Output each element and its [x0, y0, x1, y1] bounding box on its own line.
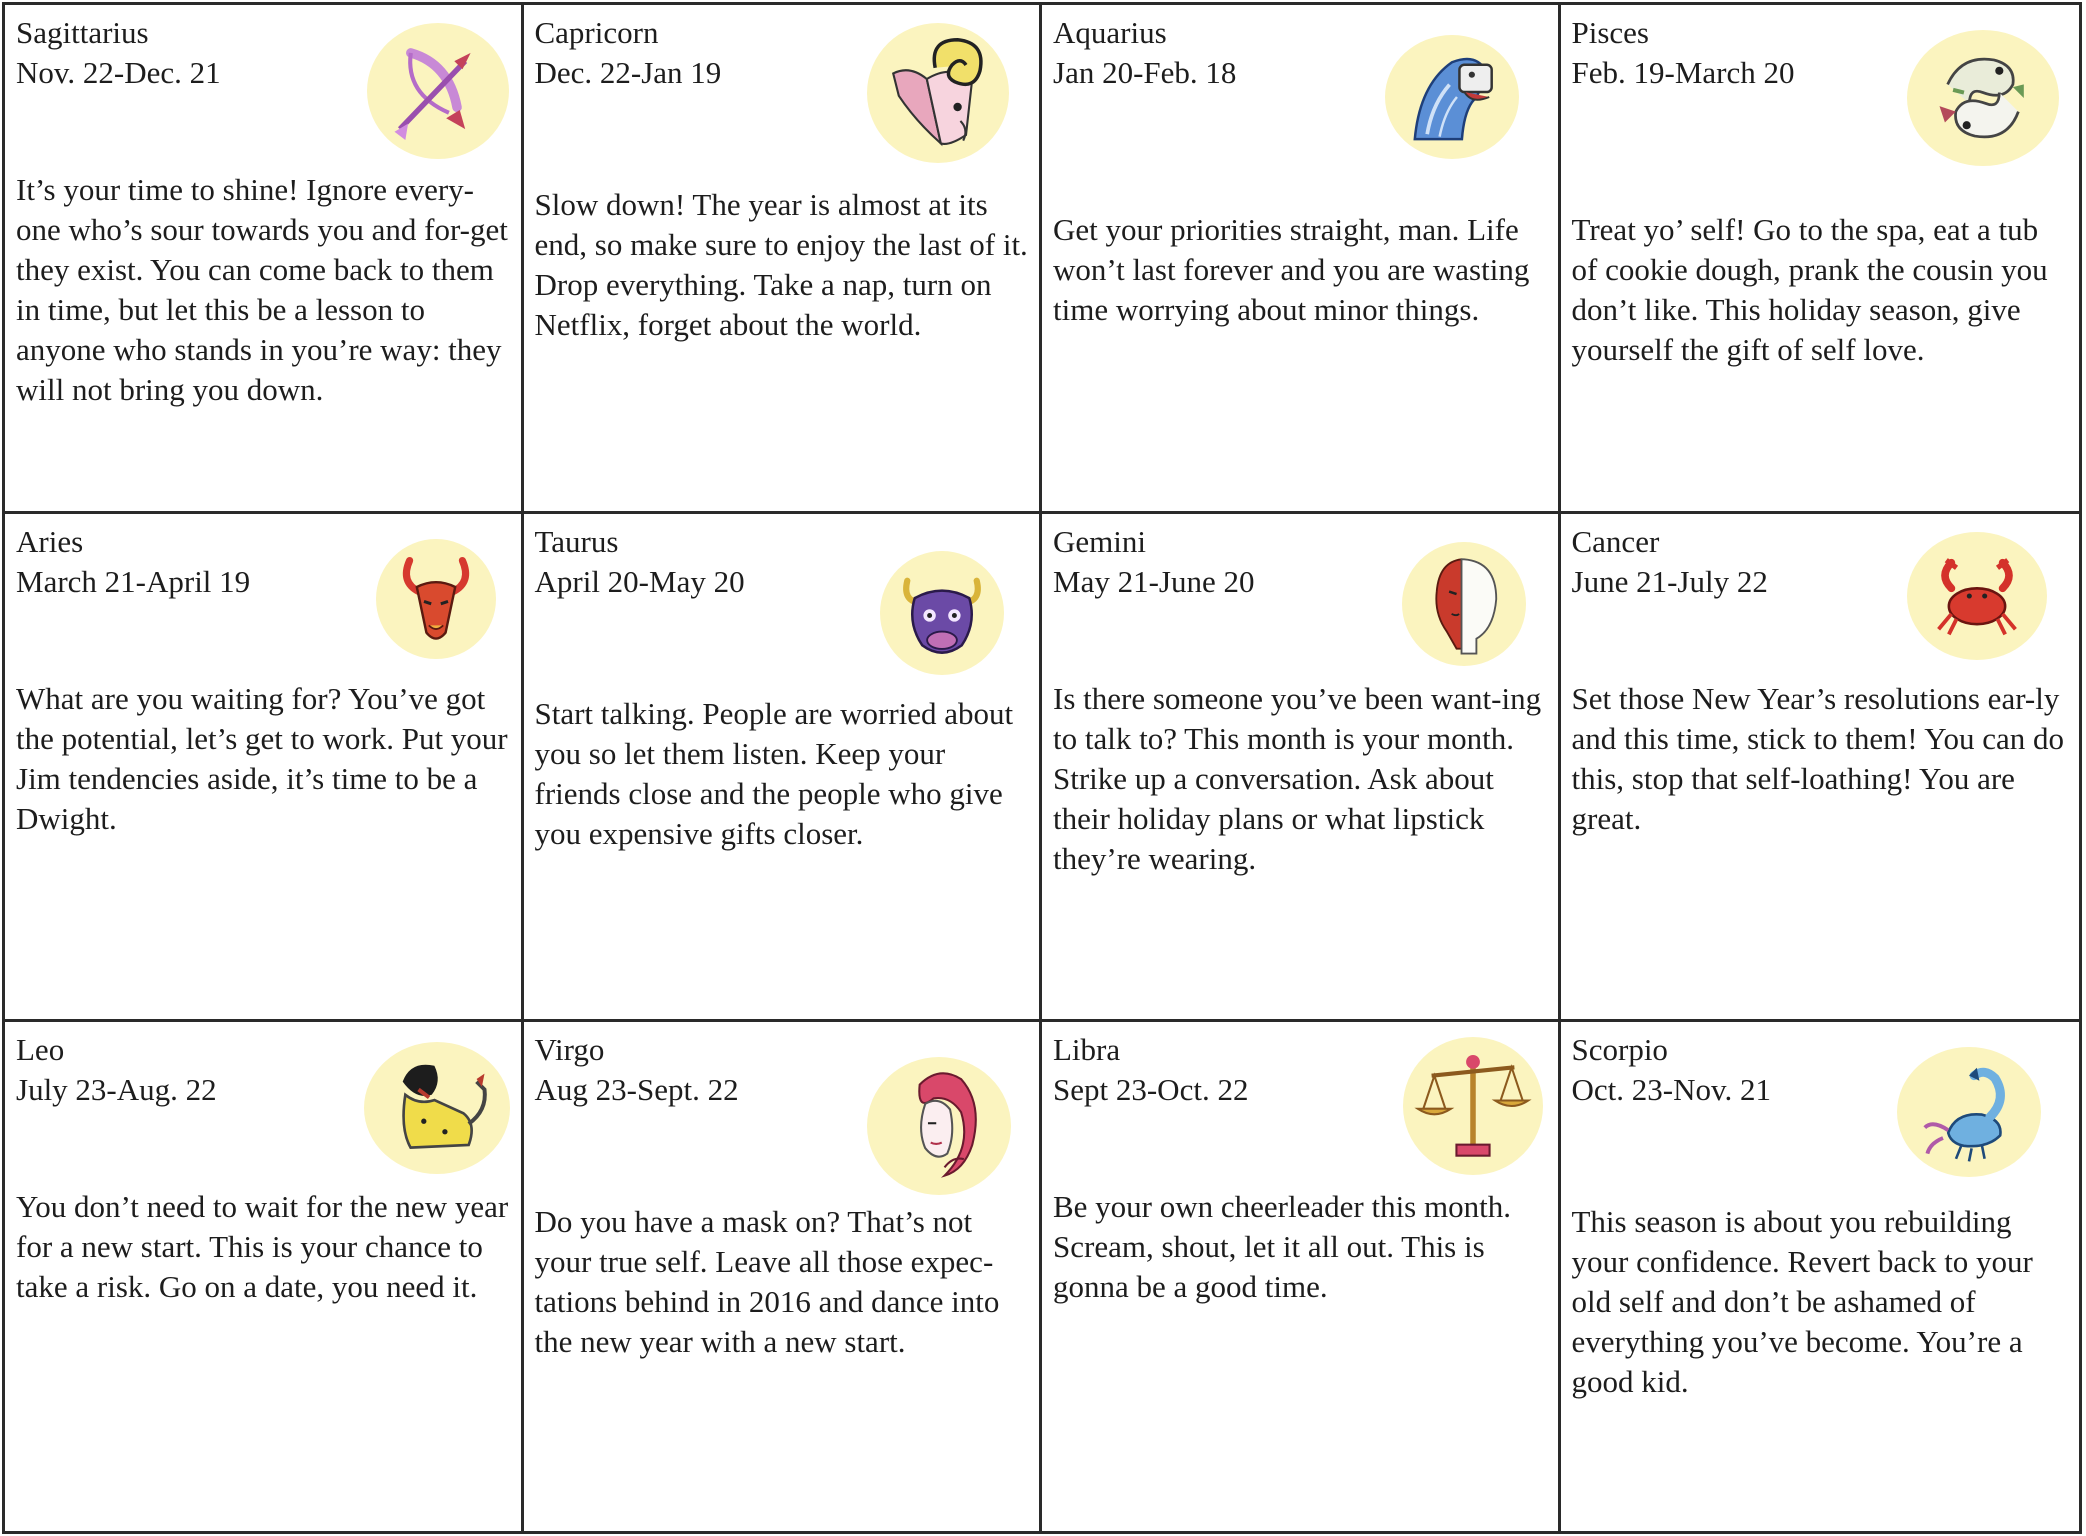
sign-dates: June 21-July 22	[1571, 563, 1768, 599]
sign-card-libra	[1042, 1022, 1561, 1531]
horoscope-text: What are you waiting for? You’ve got the potential, let’s get to work. Put your Jim tendencies aside, it’s time to be a Dwight.	[16, 680, 508, 836]
sign-name: Aries	[16, 523, 84, 559]
water-bearer-icon	[1385, 35, 1519, 159]
twin-faces-icon	[1402, 542, 1526, 666]
archer-bow-icon	[367, 23, 509, 159]
sign-dates: March 21-April 19	[16, 563, 251, 599]
sign-dates: Feb. 19-March 20	[1571, 55, 1795, 90]
sign-dates: Nov. 22-Dec. 21	[16, 55, 221, 90]
sign-dates: Jan 20-Feb. 18	[1053, 55, 1237, 90]
horoscope-text: Be your own cheerleader this month. Scream, shout, let it all out. This is gonna be a good time.	[1053, 1189, 1511, 1305]
sign-card-aquarius	[1042, 5, 1561, 514]
sign-name: Pisces	[1571, 15, 1649, 50]
sign-name: Sagittarius	[16, 15, 149, 50]
sign-card-capricorn	[524, 5, 1043, 514]
sign-card-gemini	[1042, 514, 1561, 1023]
sign-name: Libra	[1053, 1032, 1121, 1068]
sign-dates: Dec. 22-Jan 19	[534, 55, 722, 90]
sign-card-aries	[5, 514, 524, 1023]
horoscope-text: Treat yo’ self! Go to the spa, eat a tub of cookie dough, prank the cousin you don’t like. This holiday season, give yourself the gift of self love.	[1571, 212, 2048, 367]
sea-goat-icon	[867, 23, 1009, 163]
sign-dates: Sept 23-Oct. 22	[1053, 1072, 1249, 1108]
scorpion-icon	[1897, 1047, 2041, 1177]
sign-card-scorpio	[1561, 1022, 2080, 1531]
sign-dates: Oct. 23-Nov. 21	[1571, 1072, 1771, 1108]
scales-icon	[1403, 1037, 1543, 1175]
sign-name: Scorpio	[1571, 1032, 1668, 1068]
sign-card-cancer	[1561, 514, 2080, 1023]
horoscope-text: This season is about you rebuilding your confidence. Revert back to your old self and don’t be ashamed of everything you’ve become. You’re a good kid.	[1571, 1204, 2033, 1400]
horoscope-text: Start talking. People are worried about you so let them listen. Keep your friends close and the people who give you expensive gifts closer.	[534, 695, 1014, 851]
sign-card-pisces	[1561, 5, 2080, 514]
maiden-icon	[867, 1057, 1011, 1195]
sign-name: Virgo	[534, 1032, 605, 1068]
crab-icon	[1907, 532, 2047, 660]
lion-icon	[364, 1042, 510, 1174]
horoscope-text: You don’t need to wait for the new year for a new start. This is your chance to take a risk. Go on a date, you need it.	[16, 1189, 509, 1305]
horoscope-text: Do you have a mask on? That’s not your true self. Leave all those expec-tations behind in 2016 and dance into the new year with a new start.	[534, 1204, 1000, 1360]
horoscope-text: Get your priorities straight, man. Life won’t last forever and you are wasting time worrying about minor things.	[1053, 212, 1530, 327]
horoscope-text: Set those New Year’s resolutions ear-ly and this time, stick to them! You can do this, stop that self-loathing! You are great.	[1571, 680, 2065, 836]
sign-dates: July 23-Aug. 22	[16, 1072, 217, 1108]
horoscope-text: Is there someone you’ve been want-ing to talk to? This month is your month. Strike up a conversation. Ask about their holiday plans or what lipstick they’re wearing.	[1053, 680, 1542, 876]
sign-card-virgo	[524, 1022, 1043, 1531]
sign-name: Aquarius	[1053, 15, 1167, 50]
horoscope-text: Slow down! The year is almost at its end, so make sure to enjoy the last of it. Drop everything. Take a nap, turn on Netflix, forget about the world.	[534, 187, 1028, 342]
sign-name: Taurus	[534, 523, 619, 559]
sign-dates: April 20-May 20	[534, 563, 745, 599]
sign-card-leo	[5, 1022, 524, 1531]
sign-name: Capricorn	[534, 15, 659, 50]
horoscope-grid	[2, 2, 2082, 1534]
two-fish-icon	[1907, 30, 2059, 166]
sign-name: Cancer	[1571, 523, 1660, 559]
sign-dates: May 21-June 20	[1053, 563, 1255, 599]
sign-dates: Aug 23-Sept. 22	[534, 1072, 739, 1108]
sign-name: Leo	[16, 1032, 65, 1068]
horoscope-text: It’s your time to shine! Ignore every-one who’s sour towards you and for-get they exist. You can come back to them in time, but let this be a lesson to anyone who stands in you’re way: they will not bring you down.	[16, 172, 508, 407]
sign-card-sagittarius	[5, 5, 524, 514]
sign-card-taurus	[524, 514, 1043, 1023]
sign-name: Gemini	[1053, 523, 1146, 559]
bull-icon	[880, 551, 1004, 675]
ram-icon	[376, 539, 496, 659]
